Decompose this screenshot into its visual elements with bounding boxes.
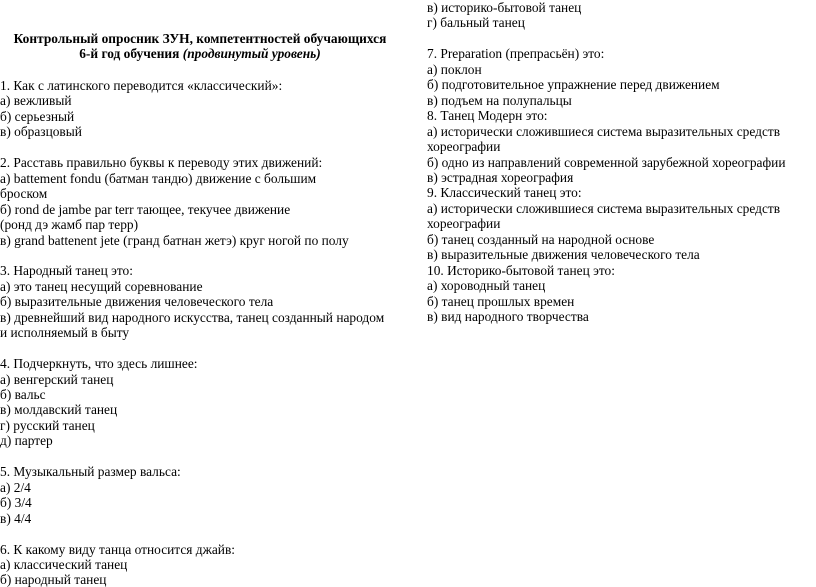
text-line: в) подъем на полупальцы [427,92,572,108]
text-line: а) хороводный танец [427,278,546,294]
text-line: 5. Музыкальный размер вальса: [0,464,181,480]
text-line: г) русский танец [0,417,95,433]
text-line: 6. К какому виду танца относится джайв: [0,541,235,557]
text-line: а) поклон [427,61,482,77]
text-line: 4. Подчеркнуть, что здесь лишнее: [0,356,198,372]
text-line: б) подготовительное упражнение перед движением [427,77,720,93]
text-line: (ронд дэ жамб пар терр) [0,217,139,233]
text-line: б) танец созданный на народной основе [427,231,655,247]
text-line: 10. Историко-бытовой танец это: [427,262,615,278]
text-line: а) исторически сложившиеся система выразительных средств [427,200,781,216]
text-line: б) rond de jambe par terr тающее, текучее движение [0,201,291,217]
text-line: хореографии [427,216,501,232]
text-line: а) классический танец [0,556,128,572]
text-line: б) народный танец [0,572,107,587]
text-line: б) одно из направлений современной зарубежной хореографии [427,154,786,170]
text-line: а) battement fondu (батман тандю) движение с большим [0,170,317,186]
text-line: 3. Народный танец это: [0,263,133,279]
text-line: в) эстрадная хореография [427,169,574,185]
text-line: в) 4/4 [0,510,32,526]
text-line: и исполняемый в быту [0,325,130,341]
text-line: в) образцовый [0,124,82,140]
text-line: 7. Preparation (препрасьён) это: [427,46,605,62]
text-line: в) grand battenent jete (гранд батнан жетэ) круг ногой по полу [0,232,349,248]
text-line: а) исторически сложившиеся система выразительных средств [427,123,781,139]
title-level-text: (продвинутый уровень) [182,46,321,61]
text-line: хореографии [427,139,501,155]
text-line: б) серьезный [0,108,75,124]
text-line: а) 2/4 [0,479,31,495]
text-line: в) молдавский танец [0,402,118,418]
text-line: б) танец прошлых времен [427,293,575,309]
text-line: б) вальс [0,387,46,402]
text-line: а) вежливый [0,93,72,109]
text-line: 2. Расставь правильно буквы к переводу этих движений: [0,155,323,171]
text-line: 8. Танец Модерн это: [427,108,548,124]
text-line: в) вид народного творчества [427,309,589,324]
text-line: б) 3/4 [0,495,32,511]
text-line: д) партер [0,433,53,449]
text-line: а) это танец несущий соревнование [0,278,203,294]
text-line: 1. Как с латинского переводится «классический»: [0,78,283,93]
text-line: а) венгерский танец [0,371,114,387]
document-title-line2 [0,46,400,61]
text-line: в) историко-бытовой танец [427,0,582,15]
text-line: г) бальный танец [427,15,525,31]
text-line: б) выразительные движения человеческого тела [0,294,274,310]
text-line: в) древнейший вид народного искусства, танец созданный народом [0,309,385,325]
title-grade-text: 6-й год обучения [79,46,183,61]
text-line: 9. Классический танец это: [427,185,582,201]
document-title-line1: Контрольный опросник ЗУН, компетентностей обучающихся [13,31,387,46]
text-line: броском [0,186,48,202]
text-line: в) выразительные движения человеческого тела [427,247,700,263]
